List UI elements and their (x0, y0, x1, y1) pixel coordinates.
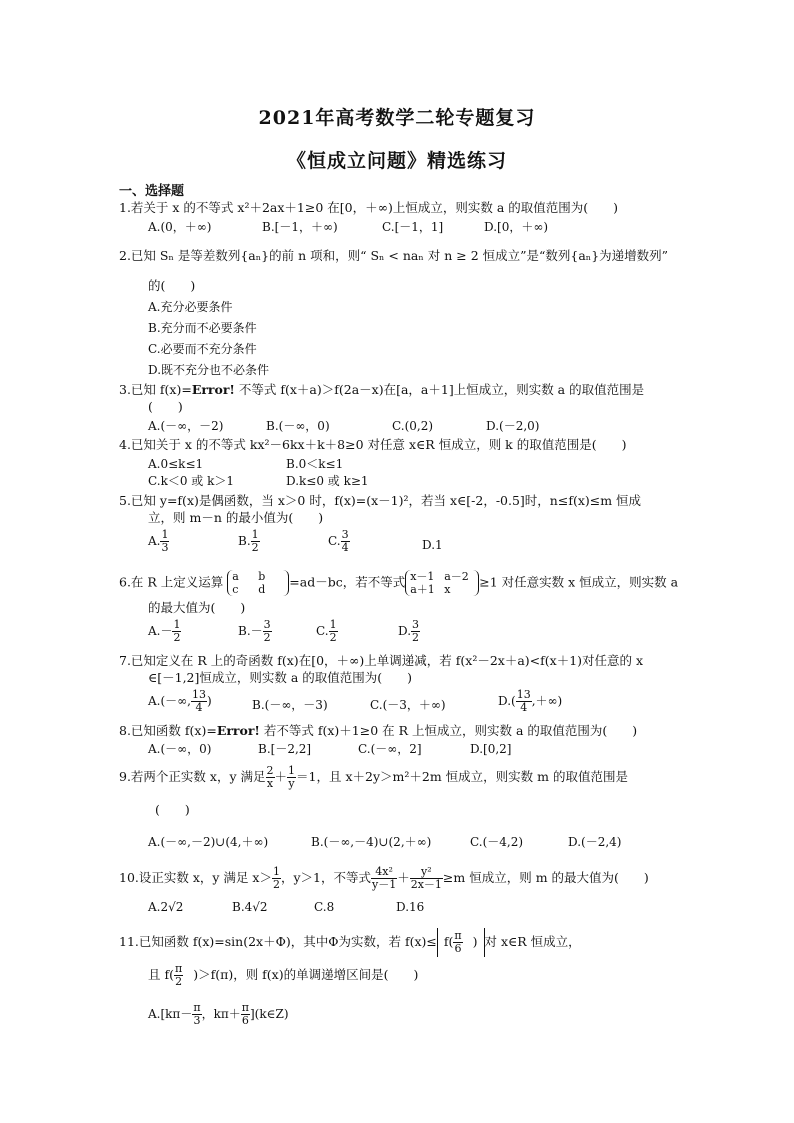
fraction: $\frac{3}{4}$ (341, 528, 349, 554)
question-9-stem: 9.若两个正实数 x，y 满足 $\frac{2}{x}$ ＋ $\frac{1}{y}$ ＝1，且 x＋2y＞m²＋2m 恒成立，则实数 m 的取值范围是 (119, 764, 628, 790)
question-6-cont: 的最大值为( ) (148, 600, 246, 615)
q6-option-d: D. $\frac{3}{2}$ (398, 618, 420, 644)
fraction: $\frac{2}{x}$ (266, 764, 274, 790)
q4-option-b: B.0＜k≤1 (286, 457, 344, 471)
q7-option-c: C.(－3，＋∞) (370, 698, 446, 712)
fraction: $\frac{1}{2}$ (329, 618, 337, 644)
fraction: $\frac{\pi}{6}$ (241, 1001, 249, 1027)
question-5-cont: 立，则 m－n 的最小值为( ) (148, 510, 324, 525)
matrix-abcd: a b c d (227, 570, 289, 596)
q3-option-b: B.(－∞，0) (266, 419, 330, 433)
q4-option-a: A.0≤k≤1 (148, 457, 204, 471)
page-subtitle: 《恒成立问题》精选练习 (286, 150, 507, 172)
q11-option-a: A.[kπ－ $\frac{\pi}{3}$ ，kπ＋ $\frac{\pi}{6}$ ](k∈Z) (148, 1001, 289, 1027)
q2-option-c: C.必要而不充分条件 (148, 342, 257, 356)
q4-option-d: D.k≤0 或 k≥1 (286, 474, 369, 488)
fraction: $\frac{\text{y²}}{2x-1}$ (410, 865, 442, 891)
q10-option-b: B.4√2 (232, 900, 268, 914)
q6-option-c: C. $\frac{1}{2}$ (316, 618, 337, 644)
fraction: $\frac{\pi}{2}$ (174, 962, 183, 988)
q8-option-d: D.[0,2] (470, 742, 512, 756)
fraction: $\frac{1}{3}$ (161, 528, 169, 554)
question-11-stem: 11.已知函数 f(x)=sin(2x＋Φ)，其中Φ为实数，若 f(x)≤ f( $\frac{\pi}{6}$ ) 对 x∈R 恒成立， (119, 929, 581, 955)
q9-option-c: C.(－4,2) (470, 835, 524, 849)
q1-option-a: A.(0，＋∞) (148, 220, 212, 234)
fraction: $\frac{1}{2}$ (173, 618, 181, 644)
q3-option-c: C.(0,2) (392, 419, 434, 433)
question-2-stem: 2.已知 Sₙ 是等差数列{aₙ}的前 n 项和，则“ Sₙ < naₙ 对 n ≥ 2 恒成立”是“数列{aₙ}为递增数列” (119, 248, 669, 263)
q8-option-c: C.(－∞，2] (358, 742, 422, 756)
question-6-stem: 6.在 R 上定义运算 a b c d =ad－bc，若不等式 x－1 a－2 a＋1 x ≥1 对任意实数 x 恒成立，则实数 a (119, 570, 679, 596)
fraction: $\frac{1}{2}$ (251, 528, 259, 554)
question-5-stem: 5.已知 y=f(x)是偶函数，当 x＞0 时，f(x)=(x－1)²，若当 x∈[-2，-0.5]时，n≤f(x)≤m 恒成 (119, 493, 642, 508)
matrix-x: x－1 a－2 a＋1 x (405, 570, 479, 596)
q4-option-c: C.k＜0 或 k＞1 (148, 474, 235, 488)
fraction: $\frac{\pi}{3}$ (193, 1001, 201, 1027)
fraction: $\frac{1}{2}$ (272, 865, 280, 891)
q2-option-a: A.充分必要条件 (148, 300, 233, 314)
question-3-stem: 3.已知 f(x)=Error! 不等式 f(x＋a)＞f(2a－x)在[a，a＋1]上恒成立，则实数 a 的取值范围是 (119, 382, 645, 397)
page-title: 2021年高考数学二轮专题复习 (258, 107, 536, 129)
section-heading: 一、选择题 (119, 184, 185, 199)
q10-option-c: C.8 (314, 900, 335, 914)
q2-option-b: B.充分而不必要条件 (148, 321, 257, 335)
q6-option-a: A.－ $\frac{1}{2}$ (148, 618, 181, 644)
question-1-stem: 1.若关于 x 的不等式 x²＋2ax＋1≥0 在[0，＋∞)上恒成立，则实数 a 的取值范围为( ) (119, 200, 619, 215)
q3-option-a: A.(－∞，－2) (148, 419, 224, 433)
q3-option-d: D.(－2,0) (486, 419, 540, 433)
question-7-cont: ∈[－1,2]恒成立，则实数 a 的取值范围为( ) (148, 670, 413, 685)
q2-option-d: D.既不充分也不必条件 (148, 363, 270, 377)
absolute-value: f( $\frac{\pi}{6}$ ) (437, 928, 485, 957)
question-8-stem: 8.已知函数 f(x)=Error! 若不等式 f(x)＋1≥0 在 R 上恒成立，则实数 a 的取值范围为( ) (119, 723, 638, 738)
q1-option-d: D.[0，＋∞) (484, 220, 549, 234)
fraction: $\frac{3}{2}$ (412, 618, 420, 644)
q9-option-b: B.(－∞,－4)∪(2,＋∞) (311, 835, 432, 849)
question-2-cont: 的( ) (148, 278, 196, 293)
q5-option-a: A. $\frac{1}{3}$ (148, 528, 169, 554)
question-3-cont: ( ) (148, 399, 183, 414)
q10-option-d: D.16 (396, 900, 425, 914)
q7-option-a: A.(－∞, $\frac{13}{4}$ ) (148, 688, 212, 714)
fraction: $\frac{\text{4x²}}{y-1}$ (371, 865, 397, 891)
fraction: $\frac{1}{y}$ (288, 764, 296, 790)
q7-option-b: B.(－∞，－3) (252, 698, 328, 712)
q6-option-b: B.－ $\frac{3}{2}$ (238, 618, 271, 644)
question-9-cont: ( ) (155, 802, 190, 817)
q1-option-c: C.[－1，1] (382, 220, 444, 234)
question-4-stem: 4.已知关于 x 的不等式 kx²－6kx＋k＋8≥0 对任意 x∈R 恒成立，则 k 的取值范围是( ) (119, 437, 627, 452)
fraction: $\frac{13}{4}$ (516, 688, 531, 714)
fraction: $\frac{13}{4}$ (191, 688, 206, 714)
q9-option-a: A.(－∞,－2)∪(4,＋∞) (148, 835, 269, 849)
error-mark: Error! (191, 382, 235, 397)
q5-option-c: C. $\frac{3}{4}$ (328, 528, 349, 554)
fraction: $\frac{3}{2}$ (263, 618, 271, 644)
q8-option-a: A.(－∞，0) (148, 742, 212, 756)
question-7-stem: 7.已知定义在 R 上的奇函数 f(x)在[0，＋∞)上单调递减，若 f(x²－2x＋a)<f(x＋1)对任意的 x (119, 653, 644, 668)
q10-option-a: A.2√2 (148, 900, 184, 914)
error-mark: Error! (216, 723, 260, 738)
q5-option-b: B. $\frac{1}{2}$ (238, 528, 259, 554)
q7-option-d: D.( $\frac{13}{4}$ ,＋∞) (498, 688, 563, 714)
question-11-cont: 且 f( $\frac{\pi}{2}$ )＞f(π)，则 f(x)的单调递增区间是( ) (148, 962, 419, 988)
q5-option-d: D.1 (422, 538, 443, 552)
q1-option-b: B.[－1，＋∞) (262, 220, 338, 234)
question-10-stem: 10.设正实数 x，y 满足 x＞ $\frac{1}{2}$ ，y＞1，不等式 $\frac{\text{4x²}}{y-1}$ ＋ $\frac{\text{y²}}{2x-1}$ ≥m 恒成立，则 m 的最大值为( ) (119, 865, 649, 891)
fraction: $\frac{\pi}{6}$ (454, 929, 462, 955)
q9-option-d: D.(－2,4) (568, 835, 622, 849)
q8-option-b: B.[－2,2] (258, 742, 312, 756)
